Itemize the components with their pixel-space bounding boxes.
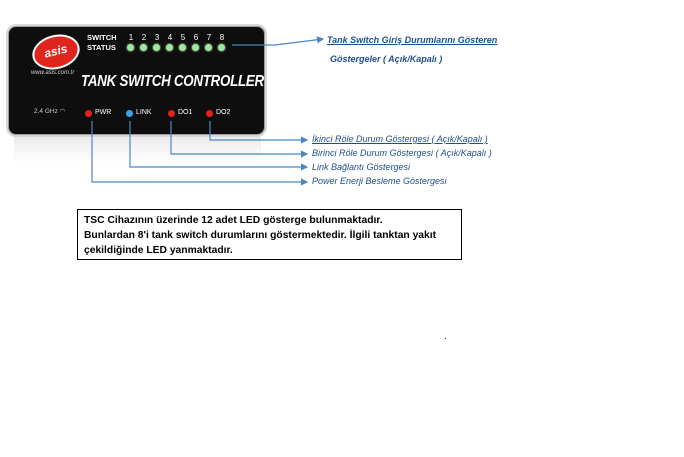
connector-do1 — [171, 121, 307, 154]
switch-number-1: 1 — [128, 33, 134, 42]
pwr-label: PWR — [95, 109, 112, 116]
asis-logo: asis — [29, 30, 84, 75]
annotation-pwr: Power Enerji Besleme Göstergesi — [312, 176, 447, 186]
connector-do2 — [210, 121, 307, 140]
note-line-2: Bunlardan 8'i tank switch durumlarını göstermektedir. İlgili tanktan yakıt — [84, 230, 437, 241]
switch-number-2: 2 — [141, 33, 147, 42]
info-note-box — [77, 209, 462, 260]
switch-number-8: 8 — [219, 33, 225, 42]
annotation-switch-status-line1: Tank Switch Giriş Durumlarını Gösteren — [327, 35, 498, 45]
note-line-3: çekildiğinde LED yanmaktadır. — [84, 245, 233, 256]
note-line-1: TSC Cihazının üzerinde 12 adet LED gösterge bulunmaktadır. — [84, 215, 383, 226]
do2-label: DO2 — [216, 109, 231, 116]
switch-number-3: 3 — [154, 33, 160, 42]
annotation-do2: İkinci Röle Durum Göstergesi ( Açık/Kapalı ) — [312, 134, 488, 144]
connector-link — [130, 121, 307, 167]
annotation-do1: Birinci Röle Durum Göstergesi ( Açık/Kapalı ) — [312, 148, 492, 158]
switch-number-6: 6 — [193, 33, 199, 42]
wifi-label: 2.4 GHz ◠ — [34, 108, 66, 115]
connector-pwr — [92, 121, 307, 182]
device-title: TANK SWITCH CONTROLLER — [81, 73, 264, 90]
switch-label: SWITCH — [87, 33, 117, 42]
do1-label: DO1 — [178, 109, 193, 116]
stray-dot — [445, 338, 446, 339]
switch-number-5: 5 — [180, 33, 186, 42]
wifi-icon: ◠ — [59, 108, 66, 115]
status-label: STATUS — [87, 43, 116, 52]
connector-switch-status — [232, 39, 323, 45]
annotation-link: Link Bağlantı Göstergesi — [312, 162, 411, 172]
switch-number-4: 4 — [167, 33, 173, 42]
link-label: LINK — [136, 109, 152, 116]
website-label: www.asis.com.tr — [31, 70, 75, 76]
annotation-switch-status-line2: Göstergeler ( Açık/Kapalı ) — [330, 54, 443, 64]
switch-number-7: 7 — [206, 33, 212, 42]
